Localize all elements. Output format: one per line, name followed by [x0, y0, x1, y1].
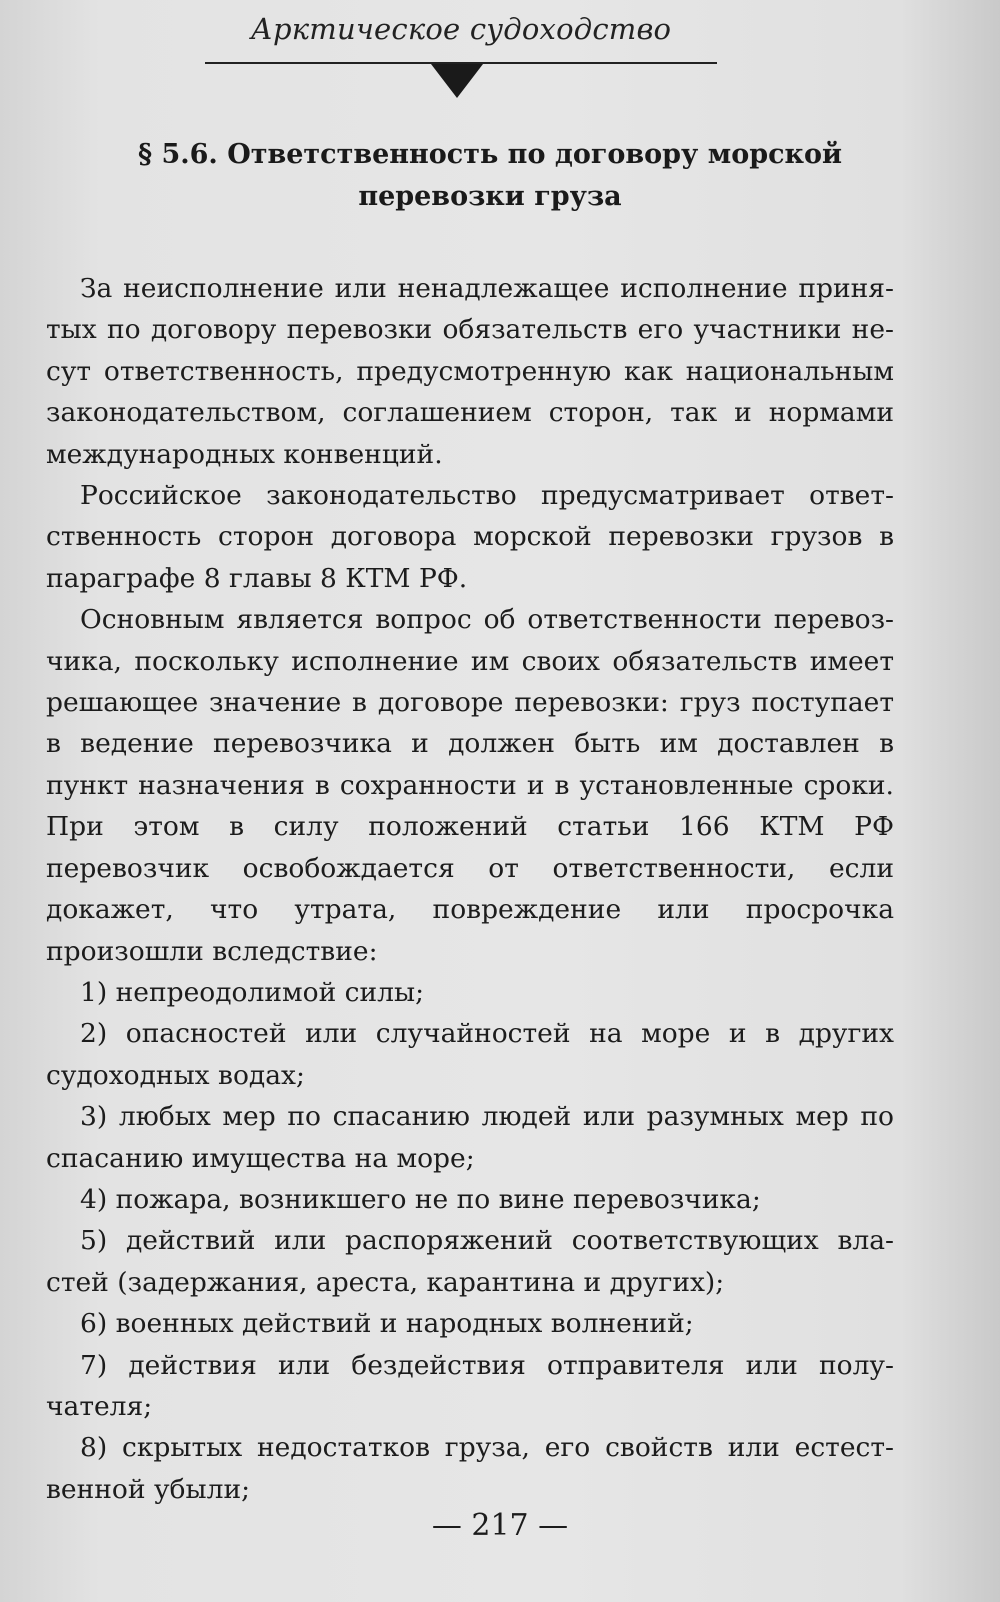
list-item: 1) непреодолимой силы; [80, 976, 425, 1008]
body-text [46, 268, 894, 1510]
header-triangle-ornament [431, 64, 483, 98]
list-item: 7) действия или бездействия отправителя или получателя; [46, 1349, 894, 1422]
list-item: 8) скрытых недостатков груза, его свойств или естественной убыли; [46, 1432, 894, 1505]
paragraph: Основным является вопрос об ответственности перевозчика, поскольку исполнение им своих обязательств имеет решающее значение в договоре перевозки: груз поступает в ведение перевозчика и должен быть им доставлен в пункт назначения в сохранности и в установленные сроки. При этом в силу положений статьи 166 КТМ РФ перевозчик освобождается от ответственности, если докажет, что утрата, повреждение или просрочка произошли вследствие: [46, 604, 894, 967]
list-item: 2) опасностей или случайностей на море и в других судоходных водах; [46, 1018, 894, 1091]
list-item: 4) пожара, возникшего не по вине перевозчика; [80, 1183, 761, 1215]
list-item: 6) военных действий и народных волнений; [80, 1308, 694, 1340]
running-header-title: Арктическое судоходство [250, 12, 672, 46]
section-title: § 5.6. Ответственность по договору морской перевозки груза [137, 139, 843, 212]
page-number: — 217 — [431, 1508, 569, 1543]
list-item: 3) любых мер по спасанию людей или разумных мер по спасанию имущества на море; [46, 1101, 894, 1174]
list-item: 5) действий или распоряжений соответствующих властей (задержания, ареста, карантина и других); [46, 1225, 894, 1298]
paragraph: Российское законодательство предусматривает ответственность сторон договора морской перевозки грузов в параграфе 8 главы 8 КТМ РФ. [46, 480, 894, 594]
running-header [205, 12, 717, 96]
paragraph: За неисполнение или ненадлежащее исполнение принятых по договору перевозки обязательств его участники несут ответственность, предусмотренную как национальным законодательством, соглашением сторон, так и нормами международных конвенций. [46, 273, 894, 470]
